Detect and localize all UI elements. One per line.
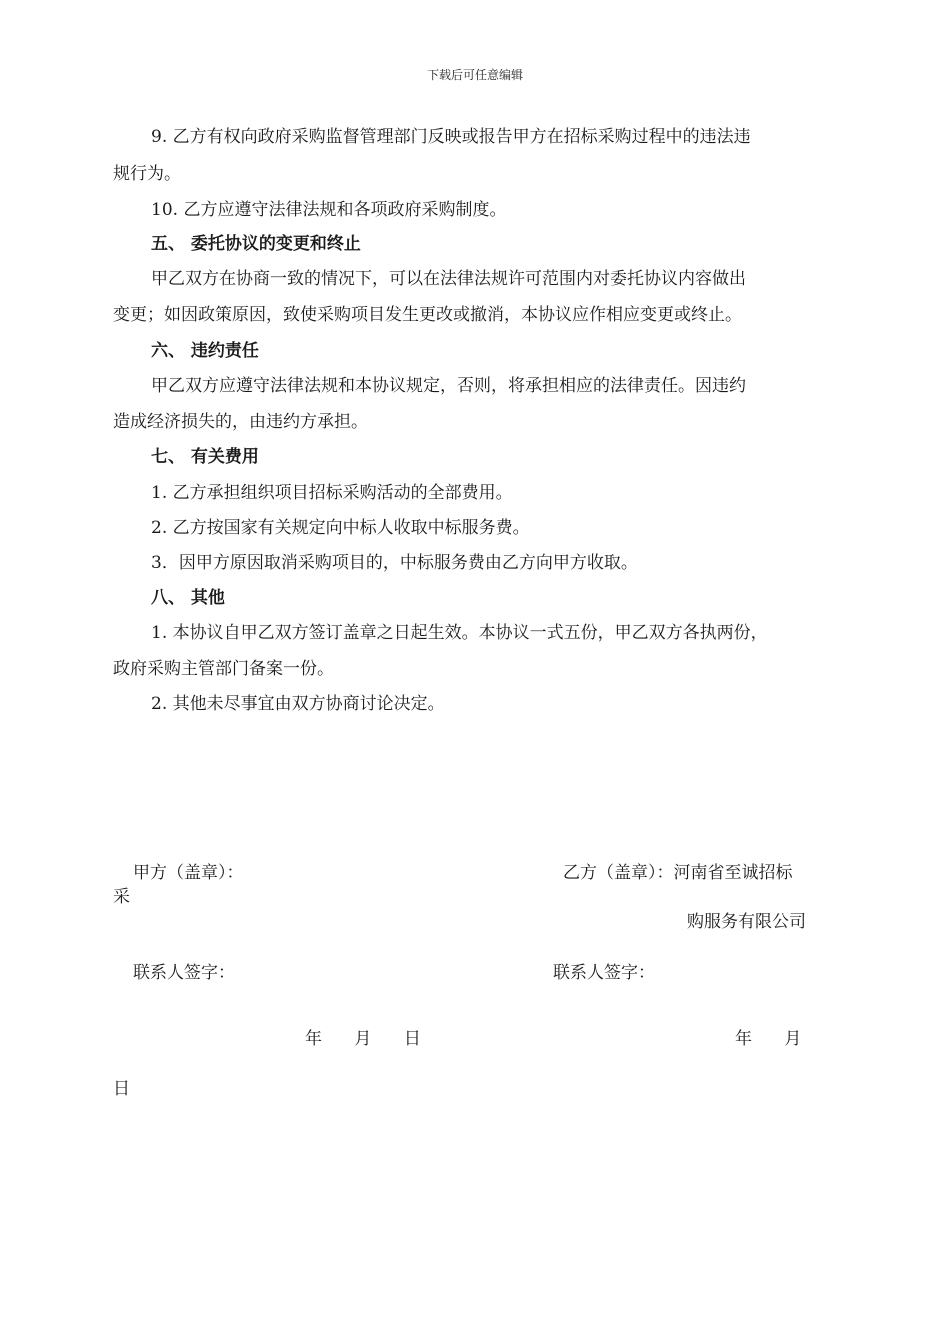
section-8-item-1-line-2: 政府采购主管部门备案一份。 xyxy=(113,659,334,679)
section-8-item-1-line-1: 1. 本协议自甲乙双方签订盖章之日起生效。本协议一式五份，甲乙双方各执两份， xyxy=(151,623,768,643)
party-a-contact-signature: 联系人签字： xyxy=(133,963,235,983)
section-7-item-3: 3．因甲方原因取消采购项目的，中标服务费由乙方向甲方收取。 xyxy=(151,553,638,573)
clause-10: 10. 乙方应遵守法律法规和各项政府采购制度。 xyxy=(151,200,507,220)
section-7-heading: 七、 有关费用 xyxy=(151,447,259,467)
section-7-item-1: 1. 乙方承担组织项目招标采购活动的全部费用。 xyxy=(151,483,513,503)
party-b-contact-signature: 联系人签字： xyxy=(553,963,655,983)
section-6-line-2: 造成经济损失的，由违约方承担。 xyxy=(113,412,368,432)
party-b-date-wrap: 日 xyxy=(113,1079,130,1099)
party-b-date: 年 月 xyxy=(735,1029,802,1049)
party-b-name-line-2: 购服务有限公司 xyxy=(687,912,806,932)
section-8-heading: 八、 其他 xyxy=(151,588,225,608)
clause-9-line-2: 规行为。 xyxy=(113,164,181,184)
party-a-seal-label: 甲方（盖章）： xyxy=(133,863,244,883)
section-5-line-1: 甲乙双方在协商一致的情况下，可以在法律法规许可范围内对委托协议内容做出 xyxy=(151,269,746,289)
party-b-seal-wrap: 采 xyxy=(113,887,130,907)
party-a-date: 年 月 日 xyxy=(305,1029,421,1049)
section-5-line-2: 变更；如因政策原因，致使采购项目发生更改或撤消，本协议应作相应变更或终止。 xyxy=(113,305,742,325)
page-header: 下载后可任意编辑 xyxy=(426,68,523,82)
section-5-heading: 五、 委托协议的变更和终止 xyxy=(151,234,361,254)
section-6-heading: 六、 违约责任 xyxy=(151,341,259,361)
party-b-seal-label: 乙方（盖章）：河南省至诚招标 xyxy=(563,863,793,883)
section-7-item-2: 2. 乙方按国家有关规定向中标人收取中标服务费。 xyxy=(151,518,530,538)
section-8-item-2: 2. 其他未尽事宜由双方协商讨论决定。 xyxy=(151,694,445,714)
clause-9-line-1: 9. 乙方有权向政府采购监督管理部门反映或报告甲方在招标采购过程中的违法违 xyxy=(151,127,751,147)
section-6-line-1: 甲乙双方应遵守法律法规和本协议规定，否则，将承担相应的法律责任。因违约 xyxy=(151,376,746,396)
